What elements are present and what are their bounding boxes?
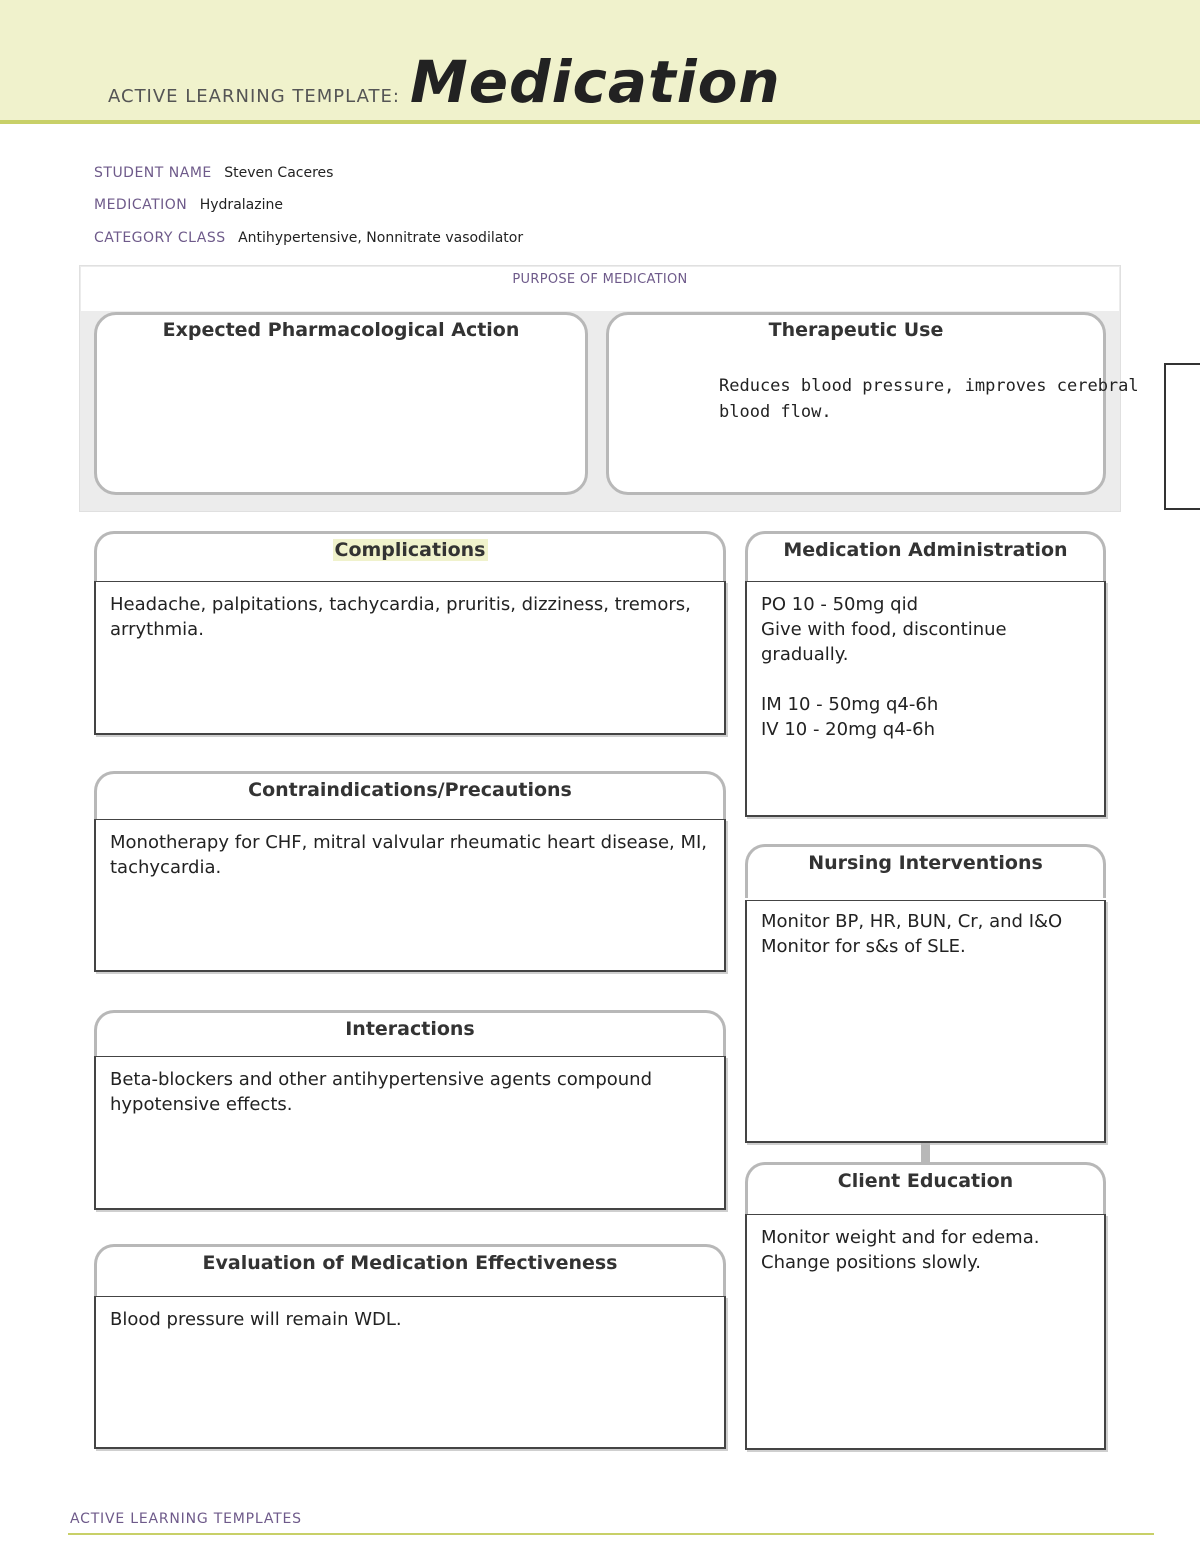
nursing-text[interactable]: Monitor BP, HR, BUN, Cr, and I&O Monitor for s&s of SLE. xyxy=(745,900,1106,1143)
contraindications-card xyxy=(94,771,726,972)
interactions-text[interactable]: Beta-blockers and other antihypertensive agents compound hypotensive effects. xyxy=(94,1056,726,1210)
education-card xyxy=(745,1162,1106,1450)
medication-label: MEDICATION xyxy=(94,197,188,213)
footer-line xyxy=(68,1533,1154,1535)
category-row xyxy=(94,230,523,246)
section-connector xyxy=(921,1143,930,1163)
student-name-value[interactable]: Steven Caceres xyxy=(224,165,334,181)
education-title: Client Education xyxy=(745,1162,1106,1216)
administration-card xyxy=(745,531,1106,817)
student-name-row xyxy=(94,165,333,181)
evaluation-text[interactable]: Blood pressure will remain WDL. xyxy=(94,1296,726,1449)
complications-tab xyxy=(94,531,726,585)
nursing-card xyxy=(745,844,1106,1143)
pharm-action-text xyxy=(97,341,585,361)
purpose-header: PURPOSE OF MEDICATION xyxy=(81,267,1119,311)
administration-text[interactable]: PO 10 - 50mg qid Give with food, discontinue gradually. IM 10 - 50mg q4-6h IV 10 - 20mg q4-6h xyxy=(745,581,1106,817)
header-prefix: ACTIVE LEARNING TEMPLATE: xyxy=(108,86,400,107)
interactions-title: Interactions xyxy=(94,1010,726,1064)
category-value[interactable]: Antihypertensive, Nonnitrate vasodilator xyxy=(238,230,524,246)
pharm-action-box[interactable] xyxy=(94,312,588,495)
complications-card xyxy=(94,531,726,735)
complications-text[interactable]: Headache, palpitations, tachycardia, pruritis, dizziness, tremors, arrythmia. xyxy=(94,581,726,735)
student-name-label: STUDENT NAME xyxy=(94,165,212,181)
therapeutic-use-text: Reduces blood pressure, improves cerebral blood flow. xyxy=(719,376,1139,422)
medication-row xyxy=(94,197,283,213)
therapeutic-use-box[interactable] xyxy=(606,312,1139,495)
evaluation-card xyxy=(94,1244,726,1449)
margin-bracket xyxy=(1164,363,1200,510)
therapeutic-use-title: Therapeutic Use xyxy=(768,319,944,341)
contraindications-title: Contraindications/Precautions xyxy=(94,771,726,825)
medication-value[interactable]: Hydralazine xyxy=(199,197,283,213)
evaluation-title: Evaluation of Medication Effectiveness xyxy=(94,1244,726,1298)
education-text[interactable]: Monitor weight and for edema. Change positions slowly. xyxy=(745,1214,1106,1450)
category-label: CATEGORY CLASS xyxy=(94,230,226,246)
nursing-title: Nursing Interventions xyxy=(745,844,1106,898)
contraindications-text[interactable]: Monotherapy for CHF, mitral valvular rheumatic heart disease, MI, tachycardia. xyxy=(94,819,726,972)
footer-text: ACTIVE LEARNING TEMPLATES xyxy=(70,1511,302,1527)
pharm-action-title: Expected Pharmacological Action xyxy=(162,319,520,341)
complications-title: Complications xyxy=(334,539,486,561)
page-title: Medication xyxy=(410,48,781,116)
administration-title: Medication Administration xyxy=(745,531,1106,585)
interactions-card xyxy=(94,1010,726,1210)
